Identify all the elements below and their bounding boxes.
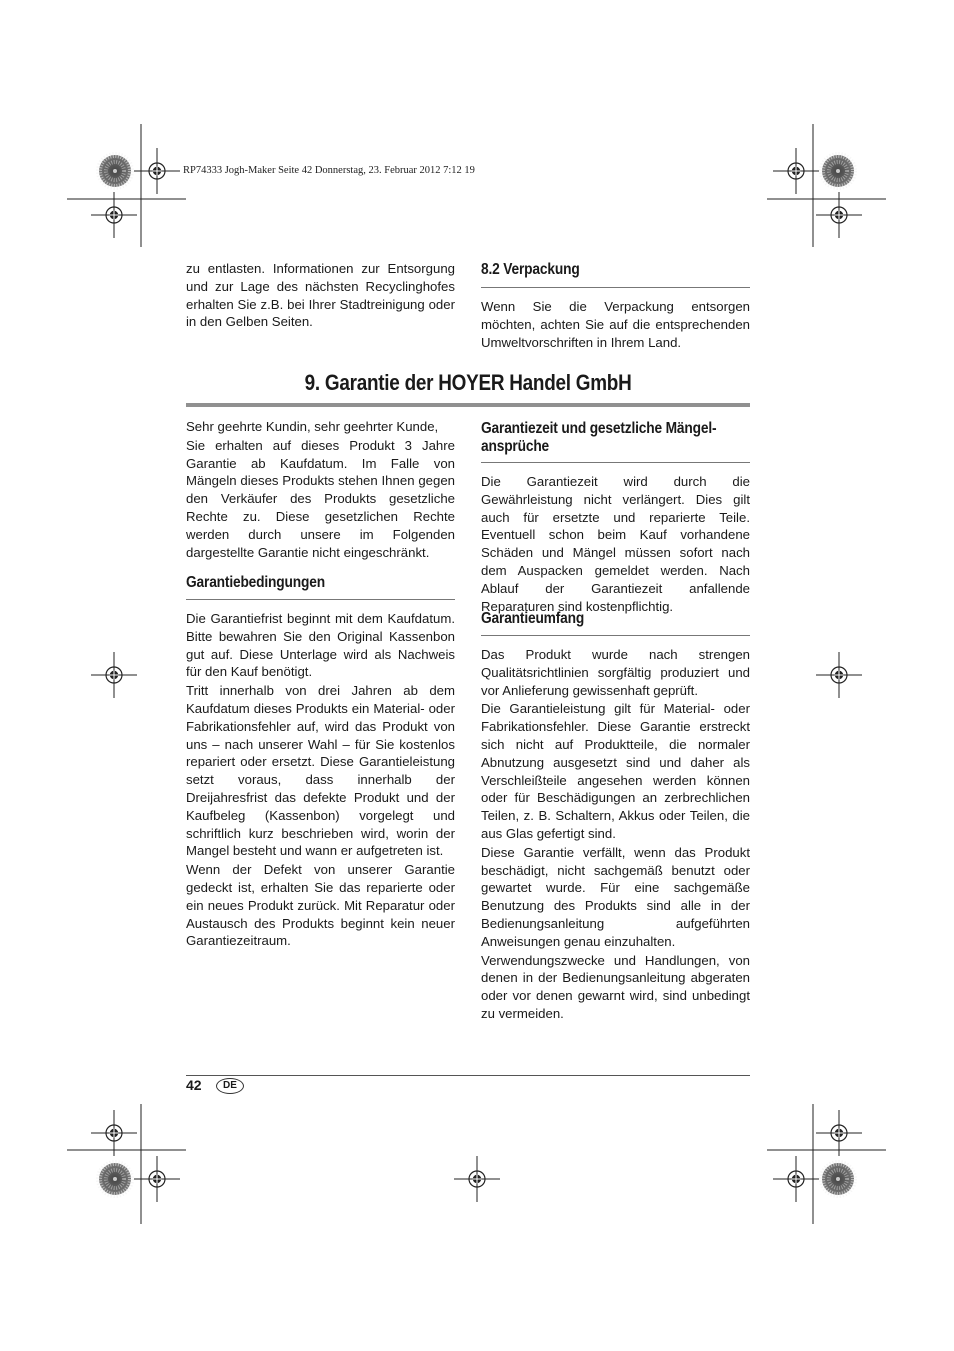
conditions-heading-block bbox=[186, 574, 455, 592]
footer-rule bbox=[186, 1075, 750, 1076]
chapter-title-rule bbox=[186, 403, 750, 407]
packaging-body bbox=[481, 298, 750, 351]
period-body bbox=[481, 473, 750, 615]
packaging-heading: 8.2 Verpackung bbox=[481, 261, 580, 278]
period-text: Die Garantiezeit wird durch die Gewährleistung nicht verlängert. Dies gilt auch für ersetzte und reparierte Teile. Eventuell schon beim Kauf vorhandene Schäden und Mängel müssen sofort nach dem Auspacken gemeldet werden. Nach Ablauf der Garantiezeit anfallende Reparaturen sind kostenpflichtig. bbox=[481, 474, 750, 614]
scope-body bbox=[481, 646, 750, 1023]
period-heading-block bbox=[481, 420, 750, 456]
page-number: 42 bbox=[186, 1077, 202, 1093]
packaging-heading-rule bbox=[481, 287, 750, 288]
scope-heading-rule bbox=[481, 635, 750, 636]
left-column bbox=[186, 418, 455, 561]
conditions-paragraph-1: Die Garantiefrist beginnt mit dem Kaufdatum. Bitte bewahren Sie den Original Kassenbon gut auf. Diese Unterlage wird als Nachweis für den Kauf benötigt. bbox=[186, 611, 455, 680]
conditions-body bbox=[186, 610, 455, 950]
salutation: Sehr geehrte Kundin, sehr geehrter Kunde, bbox=[186, 419, 439, 434]
scope-paragraph-4: Verwendungszwecke und Handlungen, von denen in der Bedienungsanleitung abgeraten oder vor denen gewarnt wird, sind unbedingt zu vermeiden. bbox=[481, 952, 750, 1021]
packaging-section bbox=[481, 261, 750, 279]
scope-heading-block bbox=[481, 610, 750, 628]
chapter-title: 9. Garantie der HOYER Handel GmbH bbox=[304, 370, 632, 395]
scope-paragraph-2: Die Garantieleistung gilt für Material- oder Fabrikationsfehler. Diese Garantie erstreckt sich nicht auf Produktteile, die normaler Abnutzung ausgesetzt sind und daher als Verschleißteile angesehen werden können oder für Beschädigungen an zerbrechlichen Teilen, z. B. Schaltern, Akkus oder Teilen, die aus Glas gefertigt sind. bbox=[481, 701, 750, 841]
scope-paragraph-3: Diese Garantie verfällt, wenn das Produkt beschädigt, nicht sachgemäß benutzt oder gewartet wurde. Für eine sachgemäße Benutzung des Produkts sind alle in der Bedienungsanleitung aufgeführten Anweisungen genau einzuhalten. bbox=[481, 844, 750, 949]
print-slug: RP74333 Jogh-Maker Seite 42 Donnerstag, 23. Februar 2012 7:12 19 bbox=[183, 165, 475, 176]
disposal-continuation bbox=[186, 260, 455, 331]
scope-heading: Garantieumfang bbox=[481, 610, 585, 627]
period-heading-rule bbox=[481, 462, 750, 463]
intro-paragraph: Sie erhalten auf dieses Produkt 3 Jahre Garantie ab Kaufdatum. Im Falle von Mängeln dieses Produkts stehen Ihnen gegen den Verkäufer des Produkts gesetzliche Rechte zu. Diese gesetzlichen Rechte werden durch unsere im Folgenden dargestellte Garantie nicht eingeschränkt. bbox=[186, 437, 455, 560]
period-heading-line-1: Garantiezeit und gesetzliche Mängel- bbox=[481, 420, 717, 437]
period-heading-line-2: ansprüche bbox=[481, 438, 550, 455]
conditions-heading-rule bbox=[186, 599, 455, 600]
conditions-paragraph-2: Tritt innerhalb von drei Jahren ab dem Kaufdatum dieses Produkts ein Material- oder Fabrikationsfehler auf, wird das Produkt von uns – nach unserer Wahl – für Sie kostenlos repariert oder ersetzt. Diese Garantieleistung setzt voraus, dass innerhalb der Dreijahresfrist das defekte Produkt und der Kaufbeleg (Kassenbon) vorgelegt und schriftlich kurz beschrieben wird, worin der Mangel besteht und wann er aufgetreten ist. bbox=[186, 683, 455, 859]
disposal-text: zu entlasten. Informationen zur Entsorgung und zur Lage des nächsten Recyclinghofes erhalten Sie z.B. bei Ihrer Stadtreinigung oder in den Gelben Seiten. bbox=[186, 261, 455, 330]
language-badge: DE bbox=[216, 1078, 244, 1094]
conditions-heading: Garantiebedingungen bbox=[186, 574, 325, 591]
conditions-paragraph-3: Wenn der Defekt von unserer Garantie gedeckt ist, erhalten Sie das reparierte oder ein neues Produkt zurück. Mit Reparatur oder Austausch des Produkts beginnt kein neuer Garantiezeitraum. bbox=[186, 862, 455, 949]
scope-paragraph-1: Das Produkt wurde nach strengen Qualitätsrichtlinien sorgfältig produziert und vor Anlieferung gewissenhaft geprüft. bbox=[481, 647, 750, 698]
packaging-text: Wenn Sie die Verpackung entsorgen möchten, achten Sie auf die entsprechenden Umweltvorschriften in Ihrem Land. bbox=[481, 299, 750, 350]
